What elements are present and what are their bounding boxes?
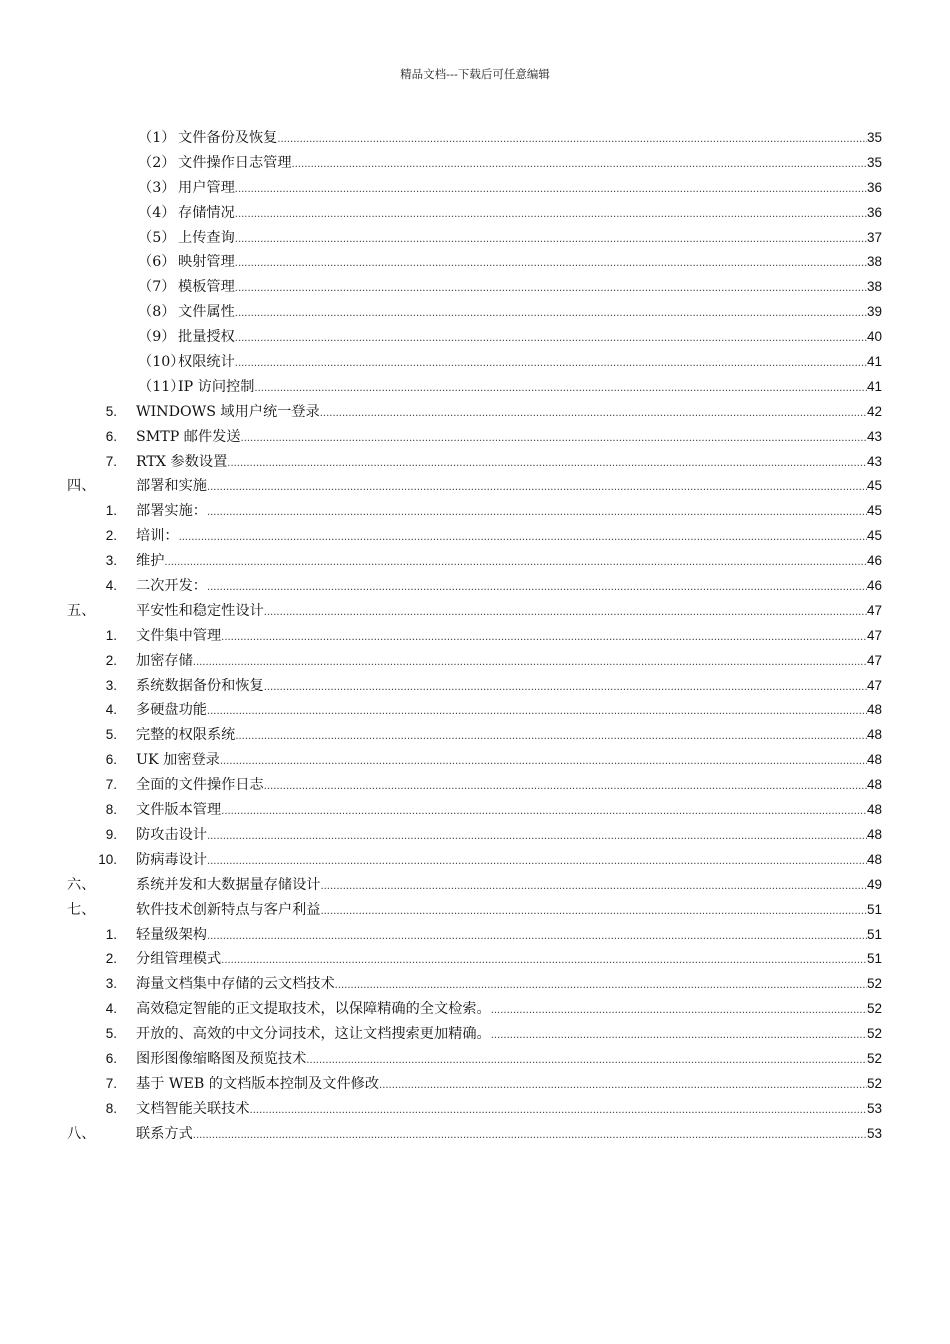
toc-entry-title: 海量文档集中存储的云文档技术 xyxy=(136,976,335,993)
toc-entry-page: 39 xyxy=(866,304,882,320)
dot-leader xyxy=(193,1122,867,1149)
dot-leader xyxy=(320,873,867,900)
toc-entry-title: 文件版本管理 xyxy=(136,802,222,819)
toc-entry[interactable] xyxy=(67,126,882,151)
toc-entry-page: 35 xyxy=(866,130,882,145)
toc-entry[interactable] xyxy=(67,624,882,649)
toc-entry[interactable] xyxy=(67,748,882,773)
toc-entry[interactable] xyxy=(67,250,882,275)
dot-leader xyxy=(221,624,867,651)
toc-entry-number: 八、 xyxy=(67,1125,96,1142)
toc-entry-title: IP 访问控制 xyxy=(178,378,255,395)
toc-entry-number: 2. xyxy=(105,528,117,544)
toc-entry-number: 4. xyxy=(105,578,117,594)
toc-entry-number: 3. xyxy=(105,553,117,569)
dot-leader xyxy=(292,151,867,178)
toc-entry-page: 48 xyxy=(866,851,882,867)
toc-entry-title: 存储情况 xyxy=(178,204,235,221)
toc-entry-number: 七、 xyxy=(67,901,96,918)
toc-entry-title: 映射管理 xyxy=(178,254,235,271)
toc-entry-number: 9. xyxy=(105,826,117,842)
toc-entry[interactable] xyxy=(67,275,882,300)
toc-entry[interactable] xyxy=(67,474,882,499)
toc-entry-page: 52 xyxy=(866,1026,882,1042)
toc-entry-number: 7. xyxy=(105,453,117,469)
toc-entry-number: 6. xyxy=(105,428,117,444)
toc-entry-number: 3. xyxy=(105,976,117,992)
toc-entry[interactable] xyxy=(67,674,882,699)
toc-entry-number: 3. xyxy=(105,677,117,693)
toc-entry-page: 48 xyxy=(866,752,882,768)
dot-leader xyxy=(264,599,867,626)
toc-entry[interactable] xyxy=(67,425,882,450)
toc-entry[interactable] xyxy=(67,450,882,475)
toc-entry-title: 加密存储 xyxy=(136,652,193,669)
toc-entry-number: 5. xyxy=(105,403,117,419)
toc-entry-page: 36 xyxy=(866,204,882,220)
dot-leader xyxy=(235,300,867,327)
toc-entry-title: 开放的、高效的中文分词技术，这让文档搜索更加精确。 xyxy=(136,1026,491,1043)
toc-entry-number: 2. xyxy=(105,951,117,967)
toc-entry-number: （5） xyxy=(138,229,176,246)
toc-entry[interactable] xyxy=(67,151,882,176)
toc-entry-number: 6. xyxy=(105,752,117,768)
toc-entry-title: 基于 WEB 的文档版本控制及文件修改 xyxy=(136,1075,380,1092)
toc-entry-number: （1） xyxy=(138,130,176,146)
toc-entry-title: 轻量级架构 xyxy=(136,926,207,943)
toc-entry[interactable] xyxy=(67,176,882,201)
toc-entry[interactable] xyxy=(67,923,882,948)
page-header: 精品文档---下载后可任意编辑 xyxy=(400,67,550,81)
toc-entry[interactable] xyxy=(67,649,882,674)
dot-leader xyxy=(235,226,867,253)
toc-entry-title: 文件属性 xyxy=(178,304,235,321)
dot-leader xyxy=(320,400,867,427)
toc-entry-title: 防病毒设计 xyxy=(136,851,207,868)
toc-entry[interactable] xyxy=(67,325,882,350)
toc-entry-number: 7. xyxy=(105,1075,117,1091)
toc-entry-number: 1. xyxy=(105,503,117,519)
toc-entry[interactable] xyxy=(67,524,882,549)
dot-leader xyxy=(235,350,867,377)
toc-entry-page: 52 xyxy=(866,1075,882,1091)
dot-leader xyxy=(220,748,867,775)
toc-entry-title: WINDOWS 域用户统一登录 xyxy=(136,403,320,420)
toc-entry-title: 完整的权限系统 xyxy=(136,727,236,744)
dot-leader xyxy=(235,176,867,203)
dot-leader xyxy=(264,773,867,800)
toc-entry-title: 分组管理模式 xyxy=(136,951,222,968)
table-of-contents xyxy=(67,126,882,1147)
dot-leader xyxy=(491,997,867,1024)
toc-entry-page: 53 xyxy=(866,1100,882,1116)
toc-entry-title: 文档智能关联技术 xyxy=(136,1100,250,1117)
toc-entry-number: （4） xyxy=(138,204,176,221)
toc-entry-title: 全面的文件操作日志 xyxy=(136,777,264,794)
toc-entry[interactable] xyxy=(67,201,882,226)
toc-entry-title: 文件集中管理 xyxy=(136,627,222,644)
toc-entry[interactable] xyxy=(67,350,882,375)
toc-entry-page: 49 xyxy=(866,876,882,892)
toc-entry-number: （11） xyxy=(138,378,185,395)
toc-entry-title: 图形图像缩略图及预览技术 xyxy=(136,1050,307,1067)
toc-entry-number: 4. xyxy=(105,1001,117,1017)
dot-leader xyxy=(207,499,867,526)
dot-leader xyxy=(235,723,867,750)
dot-leader xyxy=(250,1097,867,1124)
toc-entry-number: （9） xyxy=(138,329,176,346)
toc-entry-page: 51 xyxy=(866,901,882,917)
dot-leader xyxy=(235,275,867,302)
toc-entry[interactable] xyxy=(67,823,882,848)
toc-entry-page: 46 xyxy=(866,553,882,569)
toc-entry-title: 用户管理 xyxy=(178,179,235,196)
toc-entry-page: 51 xyxy=(866,926,882,942)
dot-leader xyxy=(491,1022,867,1049)
toc-entry[interactable] xyxy=(67,723,882,748)
toc-entry[interactable] xyxy=(67,300,882,325)
toc-entry[interactable] xyxy=(67,549,882,574)
toc-entry-number: 2. xyxy=(105,652,117,668)
toc-entry-number: 六、 xyxy=(67,876,96,893)
toc-entry[interactable] xyxy=(67,947,882,972)
toc-entry-title: 系统并发和大数据量存储设计 xyxy=(136,876,321,893)
toc-entry-page: 38 xyxy=(866,279,882,295)
dot-leader xyxy=(193,649,867,676)
dot-leader xyxy=(264,674,867,701)
toc-entry-page: 41 xyxy=(866,354,882,370)
dot-leader xyxy=(179,524,867,551)
toc-entry[interactable] xyxy=(67,873,882,898)
dot-leader xyxy=(227,450,867,477)
toc-entry-page: 53 xyxy=(866,1125,882,1141)
toc-entry[interactable] xyxy=(67,1047,882,1072)
toc-entry-page: 41 xyxy=(866,378,882,394)
toc-entry-page: 51 xyxy=(866,951,882,967)
toc-entry[interactable] xyxy=(67,773,882,798)
dot-leader xyxy=(207,698,867,725)
toc-entry-page: 47 xyxy=(866,602,882,618)
toc-entry-number: 1. xyxy=(105,627,117,643)
toc-entry-number: （6） xyxy=(138,254,176,271)
toc-entry-page: 48 xyxy=(866,826,882,842)
toc-entry-number: （2） xyxy=(138,154,176,171)
dot-leader xyxy=(277,126,867,153)
toc-entry-number: （3） xyxy=(138,179,176,196)
toc-entry-number: 1. xyxy=(105,926,117,942)
toc-entry[interactable] xyxy=(67,499,882,524)
toc-entry-number: 5. xyxy=(105,727,117,743)
toc-entry-title: 文件备份及恢复 xyxy=(178,130,278,146)
toc-entry[interactable] xyxy=(67,1022,882,1047)
toc-entry-title: 软件技术创新特点与客户利益 xyxy=(136,901,321,918)
toc-entry-title: 平安性和稳定性设计 xyxy=(136,602,264,619)
toc-entry-title: 防攻击设计 xyxy=(136,826,207,843)
toc-entry-title: 部署和实施 xyxy=(136,478,207,495)
dot-leader xyxy=(379,1072,867,1099)
toc-entry[interactable] xyxy=(67,1097,882,1122)
dot-leader xyxy=(254,375,867,402)
toc-entry-number: 10. xyxy=(98,851,117,867)
dot-leader xyxy=(164,549,867,576)
toc-entry[interactable] xyxy=(67,698,882,723)
toc-entry-number: 5. xyxy=(105,1026,117,1042)
dot-leader xyxy=(207,848,867,875)
dot-leader xyxy=(207,574,867,601)
toc-entry-number: （10） xyxy=(138,354,185,371)
dot-leader xyxy=(207,923,867,950)
toc-entry-title: SMTP 邮件发送 xyxy=(136,428,241,445)
toc-entry-number: 7. xyxy=(105,777,117,793)
toc-entry[interactable] xyxy=(67,1122,882,1147)
toc-entry-page: 46 xyxy=(866,578,882,594)
toc-entry-title: 文件操作日志管理 xyxy=(178,154,292,171)
toc-entry-page: 45 xyxy=(866,528,882,544)
dot-leader xyxy=(320,898,867,925)
toc-entry-title: 批量授权 xyxy=(178,329,235,346)
toc-entry-page: 47 xyxy=(866,627,882,643)
toc-entry-page: 43 xyxy=(866,453,882,469)
toc-entry[interactable] xyxy=(67,375,882,400)
toc-entry-title: 多硬盘功能 xyxy=(136,702,207,719)
toc-entry-title: RTX 参数设置 xyxy=(136,453,228,470)
toc-entry-page: 38 xyxy=(866,254,882,270)
dot-leader xyxy=(241,425,867,452)
toc-entry-page: 36 xyxy=(866,179,882,195)
toc-entry-number: 8. xyxy=(105,1100,117,1116)
toc-entry-page: 47 xyxy=(866,677,882,693)
toc-entry-page: 43 xyxy=(866,428,882,444)
toc-entry-number: （7） xyxy=(138,279,176,296)
dot-leader xyxy=(235,325,867,352)
toc-entry[interactable] xyxy=(67,226,882,251)
toc-entry-page: 48 xyxy=(866,727,882,743)
toc-entry-title: 系统数据备份和恢复 xyxy=(136,677,264,694)
toc-entry-title: 上传查询 xyxy=(178,229,235,246)
toc-entry-title: 联系方式 xyxy=(136,1125,193,1142)
toc-entry-title: 部署实施： xyxy=(136,503,207,520)
toc-entry[interactable] xyxy=(67,997,882,1022)
toc-entry-page: 52 xyxy=(866,1050,882,1066)
toc-entry-page: 48 xyxy=(866,702,882,718)
toc-entry[interactable] xyxy=(67,972,882,997)
toc-entry-page: 42 xyxy=(866,403,882,419)
toc-entry[interactable] xyxy=(67,574,882,599)
toc-entry-page: 40 xyxy=(866,329,882,345)
toc-entry[interactable] xyxy=(67,1072,882,1097)
toc-entry-title: 二次开发： xyxy=(136,578,207,595)
toc-entry-title: 模板管理 xyxy=(178,279,235,296)
toc-entry-page: 35 xyxy=(866,154,882,170)
toc-entry-number: （8） xyxy=(138,304,176,321)
dot-leader xyxy=(306,1047,867,1074)
dot-leader xyxy=(221,798,867,825)
dot-leader xyxy=(235,201,867,228)
toc-entry[interactable] xyxy=(67,599,882,624)
dot-leader xyxy=(207,474,867,501)
toc-entry-number: 五、 xyxy=(67,602,96,619)
toc-entry-title: 高效稳定智能的正文提取技术，以保障精确的全文检索。 xyxy=(136,1001,491,1018)
toc-entry[interactable] xyxy=(67,848,882,873)
toc-entry-page: 52 xyxy=(866,1001,882,1017)
toc-entry-page: 37 xyxy=(866,229,882,245)
toc-entry-number: 四、 xyxy=(67,478,96,495)
dot-leader xyxy=(221,947,867,974)
dot-leader xyxy=(235,250,867,277)
toc-entry-title: 权限统计 xyxy=(178,354,235,371)
toc-entry-page: 52 xyxy=(866,976,882,992)
toc-entry[interactable] xyxy=(67,898,882,923)
toc-entry-number: 8. xyxy=(105,802,117,818)
toc-entry-title: UK 加密登录 xyxy=(136,752,220,769)
toc-entry-number: 4. xyxy=(105,702,117,718)
toc-entry-page: 48 xyxy=(866,802,882,818)
toc-entry-title: 培训： xyxy=(136,528,179,545)
toc-entry-number: 6. xyxy=(105,1050,117,1066)
toc-entry-page: 45 xyxy=(866,478,882,494)
toc-entry-page: 47 xyxy=(866,652,882,668)
dot-leader xyxy=(207,823,867,850)
toc-entry[interactable] xyxy=(67,400,882,425)
toc-entry-page: 45 xyxy=(866,503,882,519)
toc-entry[interactable] xyxy=(67,798,882,823)
toc-entry-page: 48 xyxy=(866,777,882,793)
dot-leader xyxy=(335,972,867,999)
toc-entry-title: 维护 xyxy=(136,553,165,570)
